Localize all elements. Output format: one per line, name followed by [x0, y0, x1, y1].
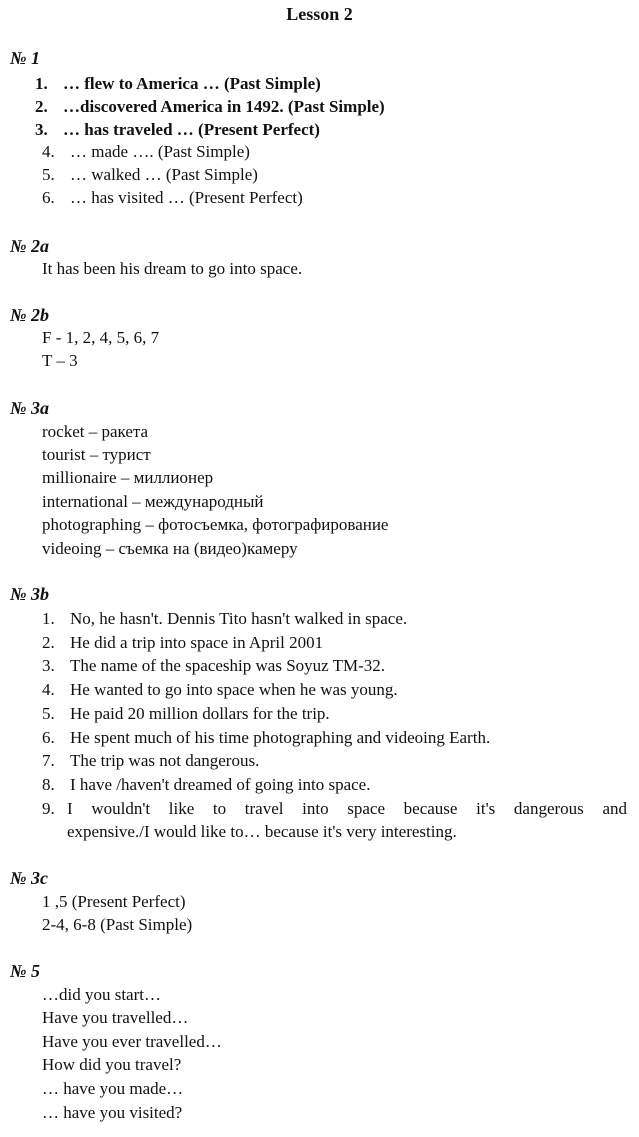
s3a-line-4: international – международный: [42, 492, 264, 511]
section-3b-heading: № 3b: [10, 584, 49, 604]
s1-item-1: 1. … flew to America … (Past Simple): [35, 74, 321, 93]
s3b-item-4: 4. He wanted to go into space when he was young.: [42, 680, 398, 699]
section-3a-heading: № 3a: [10, 398, 49, 418]
s3a-line-3: millionaire – миллионер: [42, 468, 214, 487]
s5-line-4: How did you travel?: [42, 1055, 182, 1074]
section-1-heading: № 1: [10, 48, 40, 68]
s5-line-1: …did you start…: [42, 985, 161, 1004]
section-3c-heading: № 3c: [10, 868, 48, 888]
section-2a-heading: № 2a: [10, 236, 49, 256]
s5-line-2: Have you travelled…: [42, 1008, 189, 1027]
s5-line-6: … have you visited?: [42, 1103, 183, 1122]
s3b-item-1: 1. No, he hasn't. Dennis Tito hasn't walked in space.: [42, 609, 408, 628]
s3a-line-5: photographing – фотосъемка, фотографирование: [42, 515, 389, 534]
section-5-heading: № 5: [10, 961, 40, 981]
s3b-item-9-text: I wouldn't like to travel into space because it's dangerous and: [67, 799, 627, 818]
s3a-line-1: rocket – ракета: [42, 422, 149, 441]
s3b-item-2: 2. He did a trip into space in April 2001: [42, 633, 324, 652]
s3a-line-6: videoing – съемка на (видео)камеру: [42, 539, 298, 558]
s3b-item-5: 5. He paid 20 million dollars for the trip.: [42, 704, 330, 723]
s3b-item-9-continuation: expensive./I would like to… because it's very interesting.: [67, 822, 457, 841]
s2a-text: It has been his dream to go into space.: [42, 259, 303, 278]
s1-item-2: 2. …discovered America in 1492. (Past Simple): [35, 97, 385, 116]
s3b-item-9-num: 9.: [42, 799, 55, 818]
s3b-item-7: 7. The trip was not dangerous.: [42, 751, 260, 770]
s3b-item-3: 3. The name of the spaceship was Soyuz TM-32.: [42, 656, 386, 675]
s5-line-3: Have you ever travelled…: [42, 1032, 222, 1051]
s1-item-5: 5. … walked … (Past Simple): [42, 165, 258, 184]
s1-item-4: 4. … made …. (Past Simple): [42, 142, 250, 161]
s1-item-6: 6. … has visited … (Present Perfect): [42, 188, 303, 207]
s3b-item-8: 8. I have /haven't dreamed of going into space.: [42, 775, 371, 794]
s1-item-3: 3. … has traveled … (Present Perfect): [35, 120, 320, 139]
s3c-line-2: 2-4, 6-8 (Past Simple): [42, 915, 193, 934]
s3b-item-6: 6. He spent much of his time photographing and videoing Earth.: [42, 728, 491, 747]
s2b-line-1: F - 1, 2, 4, 5, 6, 7: [42, 328, 160, 347]
s3c-line-1: 1 ,5 (Present Perfect): [42, 892, 186, 911]
s3a-line-2: tourist – турист: [42, 445, 151, 464]
page-title: Lesson 2: [286, 4, 353, 24]
s5-line-5: … have you made…: [42, 1079, 184, 1098]
s2b-line-2: T – 3: [42, 351, 78, 370]
section-2b-heading: № 2b: [10, 305, 49, 325]
